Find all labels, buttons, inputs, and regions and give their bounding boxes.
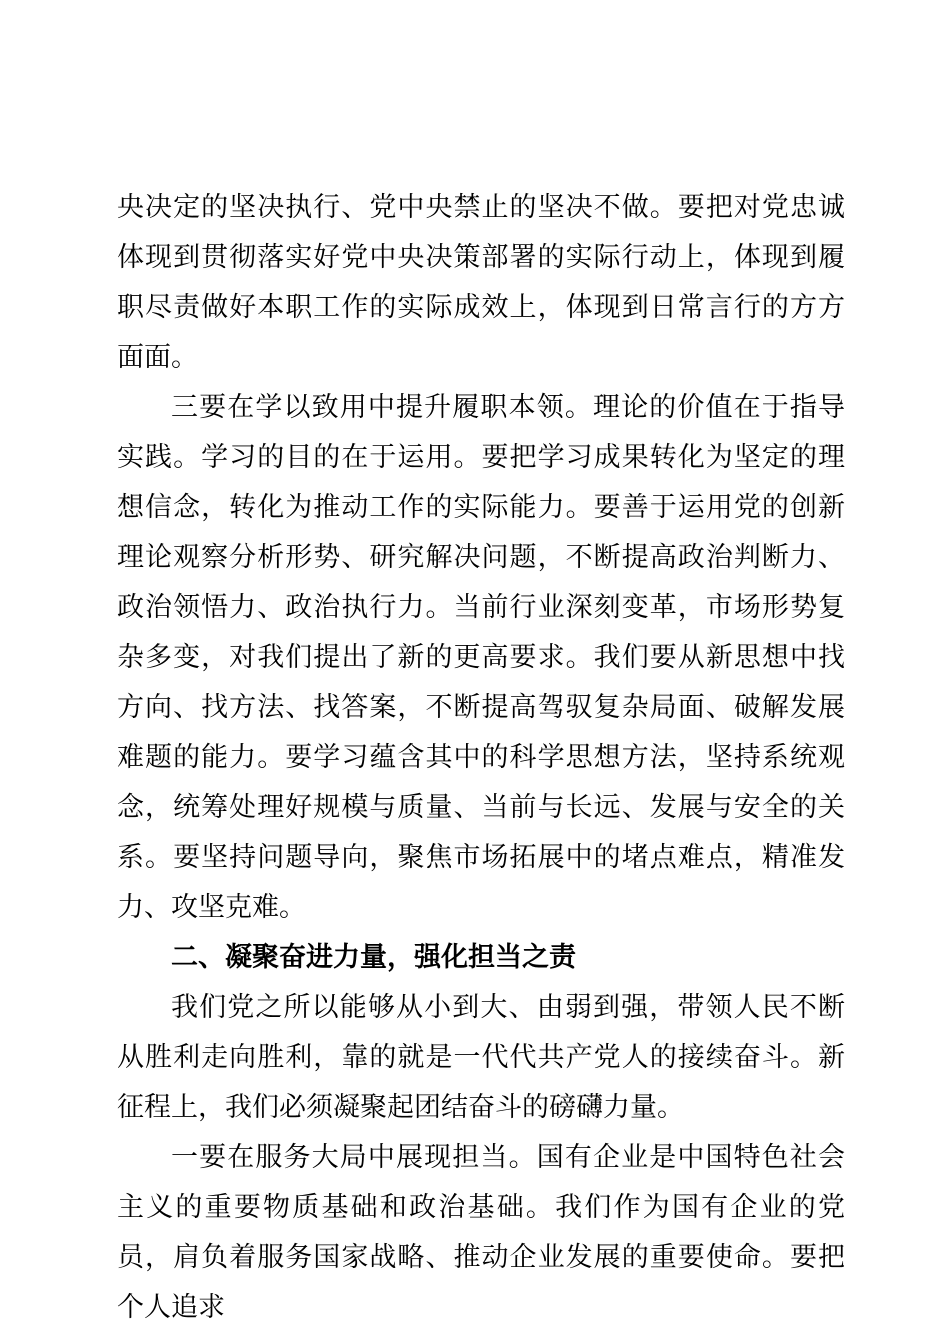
paragraph-body-truncated: 一要在服务大局中展现担当。国有企业是中国特色社会主义的重要物质基础和政治基础。我们作为国有企业的党员，肩负着服务国家战略、推动企业发展的重要使命。要把个人追求 — [117, 1142, 845, 1322]
paragraph-body: 三要在学以致用中提升履职本领。理论的价值在于指导实践。学习的目的在于运用。要把学习成果转化为坚定的理想信念，转化为推动工作的实际能力。要善于运用党的创新理论观察分析形势、研究解决问题，不断提高政治判断力、政治领悟力、政治执行力。当前行业深刻变革，市场形势复杂多变，对我们提出了新的更高要求。我们要从新思想中找方向、找方法、找答案，不断提高驾驭复杂局面、破解发展难题的能力。要学习蕴含其中的科学思想方法，坚持系统观念，统筹处理好规模与质量、当前与长远、发展与安全的关系。要坚持问题导向，聚焦市场拓展中的堵点难点，精准发力、攻坚克难。 — [117, 392, 845, 922]
paragraph-continuation: 央决定的坚决执行、党中央禁止的坚决不做。要把对党忠诚体现到贯彻落实好党中央决策部署的实际行动上，体现到履职尽责做好本职工作的实际成效上，体现到日常言行的方方面面。 — [117, 192, 845, 372]
document-content — [117, 182, 845, 1332]
paragraph-body: 我们党之所以能够从小到大、由弱到强，带领人民不断从胜利走向胜利，靠的就是一代代共产党人的接续奋斗。新征程上，我们必须凝聚起团结奋斗的磅礴力量。 — [117, 992, 845, 1122]
section-heading: 二、凝聚奋进力量，强化担当之责 — [171, 942, 576, 972]
